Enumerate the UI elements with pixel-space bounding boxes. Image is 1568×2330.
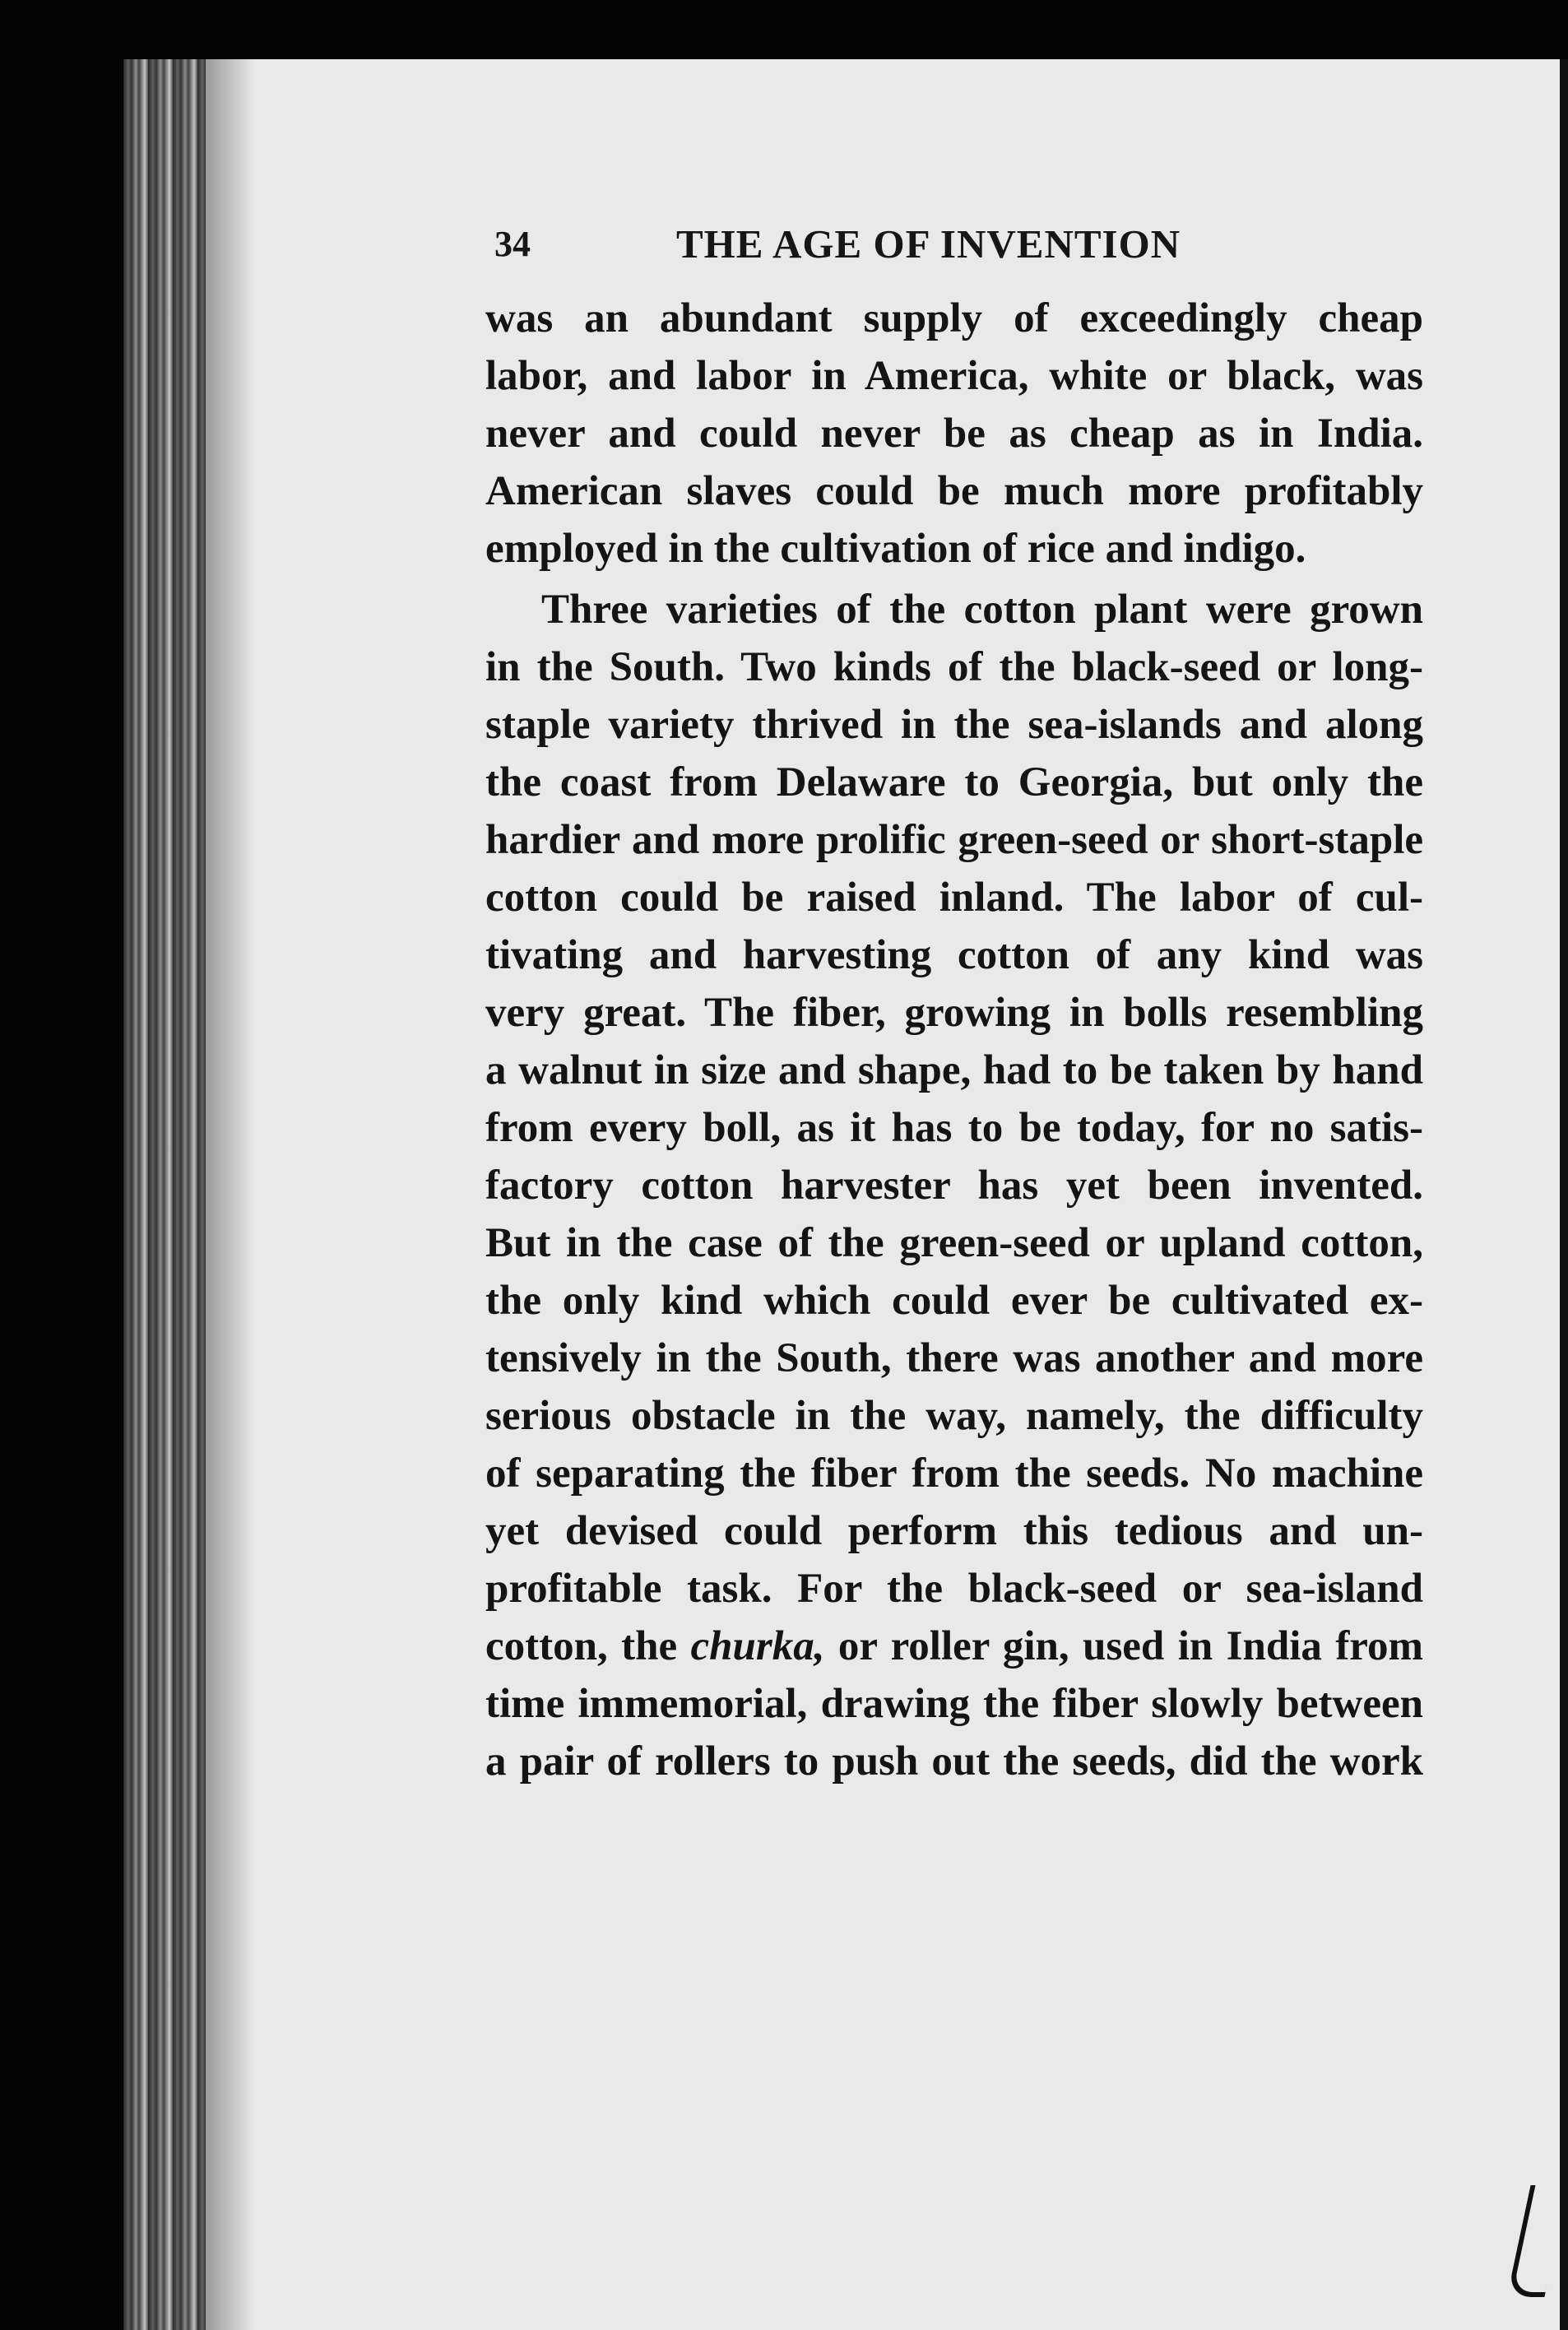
text-line: time immemorial, drawing the fiber slowly between xyxy=(485,1681,1423,1727)
text-line: from every boll, as it has to be today, for no satis- xyxy=(485,1105,1423,1151)
text-line: Three varieties of the cotton plant were grown xyxy=(541,587,1423,633)
text-line: was an abundant supply of exceedingly cheap xyxy=(485,295,1423,341)
text-line xyxy=(485,1618,1423,1675)
text-line: of separating the fiber from the seeds. No machine xyxy=(485,1450,1423,1497)
gutter-shadow xyxy=(206,59,255,2330)
text-line: the only kind which could ever be cultivated ex- xyxy=(485,1278,1423,1324)
text-line: serious obstacle in the way, namely, the difficulty xyxy=(485,1393,1423,1439)
body-text xyxy=(485,290,1423,1790)
page-number: 34 xyxy=(494,224,531,264)
text-run: cotton, the xyxy=(485,1623,691,1669)
text-line: never and could never be as cheap as in India. xyxy=(485,411,1423,457)
text-line: yet devised could perform this tedious and un- xyxy=(485,1508,1423,1554)
text-line: very great. The fiber, growing in bolls resembling xyxy=(485,990,1423,1036)
text-line: employed in the cultivation of rice and indigo. xyxy=(485,526,1306,572)
running-title: THE AGE OF INVENTION xyxy=(676,221,1181,267)
italic-term: churka, xyxy=(690,1623,825,1669)
text-line: the coast from Delaware to Georgia, but only the xyxy=(485,759,1423,805)
text-line: But in the case of the green-seed or upland cotton, xyxy=(485,1220,1423,1266)
text-line: tivating and harvesting cotton of any kind was xyxy=(485,932,1423,978)
paragraph xyxy=(485,581,1423,1790)
text-line: cotton could be raised inland. The labor of cul- xyxy=(485,875,1423,921)
text-line: profitable task. For the black-seed or sea-island xyxy=(485,1566,1423,1612)
text-line: tensively in the South, there was another and more xyxy=(485,1335,1423,1381)
running-head xyxy=(494,216,1239,273)
text-line: a pair of rollers to push out the seeds, did the work xyxy=(485,1738,1423,1785)
text-line: in the South. Two kinds of the black-seed or long- xyxy=(485,644,1423,690)
text-line: a walnut in size and shape, had to be taken by hand xyxy=(485,1047,1423,1093)
text-line: factory cotton harvester has yet been invented. xyxy=(485,1163,1423,1209)
text-line: hardier and more prolific green-seed or short-staple xyxy=(485,817,1423,863)
text-line: American slaves could be much more profitably xyxy=(485,468,1423,514)
text-line: labor, and labor in America, white or black, was xyxy=(485,353,1423,399)
text-line: staple variety thrived in the sea-islands and along xyxy=(485,702,1423,748)
text-run: or roller gin, used in India from xyxy=(824,1623,1424,1669)
page-right-edge xyxy=(1560,59,1568,2330)
paragraph xyxy=(485,290,1423,578)
book-spine-gutter xyxy=(123,59,214,2330)
